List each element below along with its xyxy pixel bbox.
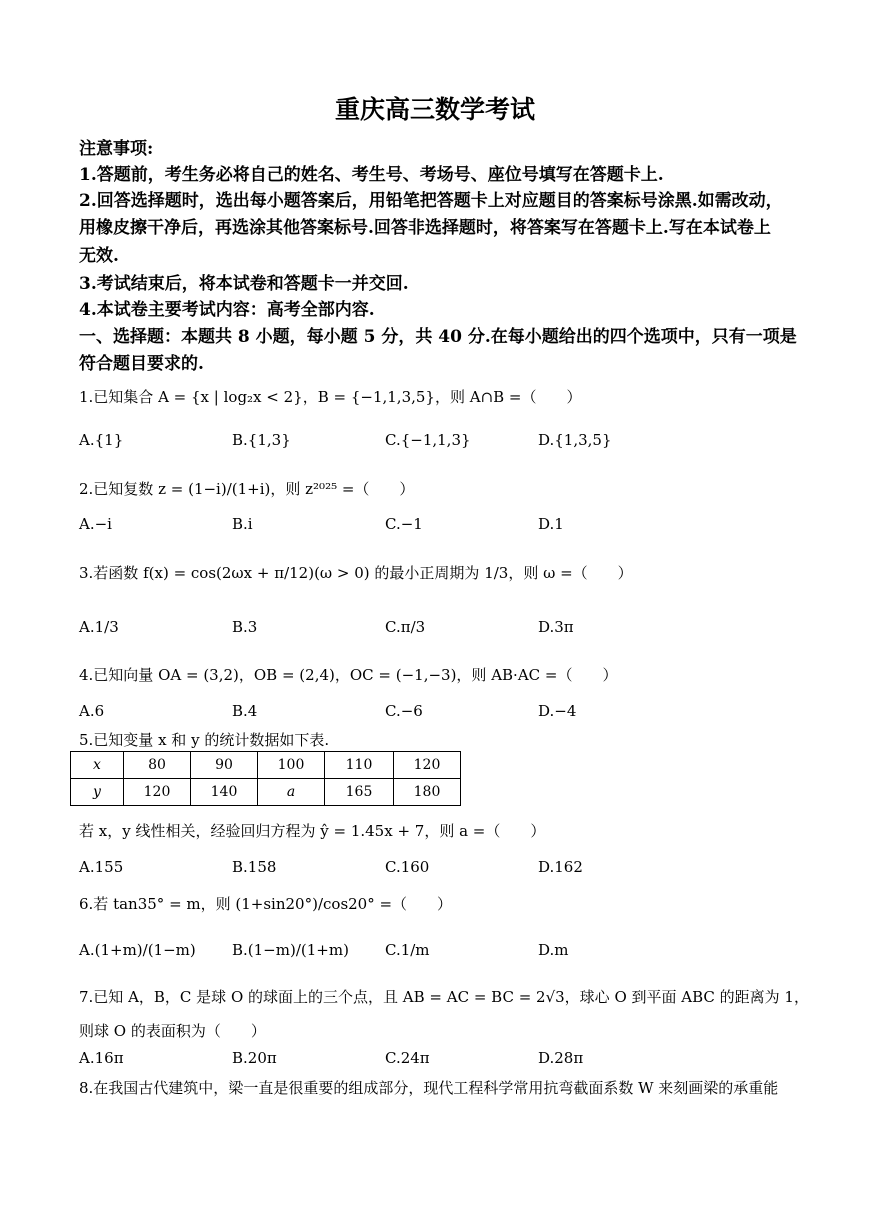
- notice-line-2b: 用橡皮擦干净后，再选涂其他答案标号.回答非选择题时，将答案写在答题卡上.写在本试卷上: [79, 218, 771, 238]
- section-1-heading-b: 符合题目要求的.: [79, 354, 204, 374]
- q6-option-b: B.(1−m)/(1+m): [232, 941, 349, 959]
- q4-option-a: A.6: [79, 702, 105, 720]
- notice-line-4: 4.本试卷主要考试内容：高考全部内容.: [79, 300, 375, 320]
- question-5-stem-2: 若 x，y 线性相关，经验回归方程为 ŷ = 1.45x + 7，则 a =（ ）: [79, 822, 546, 840]
- table-cell: 120: [124, 779, 191, 806]
- q2-option-c: C.−1: [385, 515, 423, 533]
- notice-heading: 注意事项:: [79, 139, 154, 159]
- q2-option-b: B.i: [232, 515, 253, 533]
- section-1-heading-a: 一、选择题：本题共 8 小题，每小题 5 分，共 40 分.在每小题给出的四个选项中，只有一项是: [79, 327, 797, 347]
- q1-option-a: A.{1}: [79, 431, 124, 449]
- q2-option-a: A.−i: [79, 515, 112, 533]
- q4-option-d: D.−4: [538, 702, 577, 720]
- table-row: [71, 779, 461, 806]
- table-cell: 120: [394, 752, 461, 779]
- q6-option-a: A.(1+m)/(1−m): [79, 941, 196, 959]
- table-header-x: x: [71, 752, 124, 779]
- table-cell: 165: [325, 779, 394, 806]
- q1-option-b: B.{1,3}: [232, 431, 291, 449]
- table-cell: 90: [191, 752, 258, 779]
- question-5-stem: 5.已知变量 x 和 y 的统计数据如下表.: [79, 731, 330, 749]
- question-1-stem: 1.已知集合 A = {x | log₂x < 2}，B = {−1,1,3,5}，则 A∩B =（ ）: [79, 388, 582, 406]
- notice-line-2a: 2.回答选择题时，选出每小题答案后，用铅笔把答题卡上对应题目的答案标号涂黑.如需改动，: [79, 191, 783, 211]
- question-2-stem: 2.已知复数 z = (1−i)/(1+i)，则 z²⁰²⁵ =（ ）: [79, 480, 415, 498]
- table-cell: 180: [394, 779, 461, 806]
- q1-option-d: D.{1,3,5}: [538, 431, 612, 449]
- q3-option-b: B.3: [232, 618, 258, 636]
- table-cell: 140: [191, 779, 258, 806]
- q6-option-c: C.1/m: [385, 941, 430, 959]
- q5-option-d: D.162: [538, 858, 583, 876]
- table-row: [71, 752, 461, 779]
- q7-option-b: B.20π: [232, 1049, 277, 1067]
- table-cell: a: [258, 779, 325, 806]
- question-7-stem-2: 则球 O 的表面积为（ ）: [79, 1022, 266, 1040]
- q1-option-c: C.{−1,1,3}: [385, 431, 471, 449]
- question-7-stem: 7.已知 A，B，C 是球 O 的球面上的三个点，且 AB = AC = BC = 2√3，球心 O 到平面 ABC 的距离为 1，: [79, 988, 809, 1006]
- question-8-stem: 8.在我国古代建筑中，梁一直是很重要的组成部分，现代工程科学常用抗弯截面系数 W 来刻画梁的承重能: [79, 1079, 779, 1097]
- q3-option-a: A.1/3: [79, 618, 119, 636]
- q7-option-a: A.16π: [79, 1049, 124, 1067]
- q3-option-c: C.π/3: [385, 618, 426, 636]
- q3-option-d: D.3π: [538, 618, 574, 636]
- q7-option-d: D.28π: [538, 1049, 584, 1067]
- notice-line-3: 3.考试结束后，将本试卷和答题卡一并交回.: [79, 274, 409, 294]
- table-cell: 80: [124, 752, 191, 779]
- q5-option-c: C.160: [385, 858, 430, 876]
- q5-option-a: A.155: [79, 858, 124, 876]
- notice-line-1: 1.答题前，考生务必将自己的姓名、考生号、考场号、座位号填写在答题卡上.: [79, 165, 664, 185]
- question-3-stem: 3.若函数 f(x) = cos(2ωx + π/12)(ω > 0) 的最小正周期为 1/3，则 ω =（ ）: [79, 564, 633, 582]
- table-cell: 110: [325, 752, 394, 779]
- statistics-table: [70, 751, 461, 806]
- q4-option-c: C.−6: [385, 702, 423, 720]
- q2-option-d: D.1: [538, 515, 564, 533]
- question-4-stem: 4.已知向量 OA = (3,2)，OB = (2,4)，OC = (−1,−3)，则 AB·AC =（ ）: [79, 666, 618, 684]
- page-title: 重庆高三数学考试: [334, 95, 535, 124]
- q7-option-c: C.24π: [385, 1049, 430, 1067]
- notice-line-2c: 无效.: [79, 246, 119, 266]
- table-cell: 100: [258, 752, 325, 779]
- q4-option-b: B.4: [232, 702, 258, 720]
- table-header-y: y: [71, 779, 124, 806]
- question-6-stem: 6.若 tan35° = m，则 (1+sin20°)/cos20° =（ ）: [79, 895, 453, 913]
- q5-option-b: B.158: [232, 858, 277, 876]
- q6-option-d: D.m: [538, 941, 569, 959]
